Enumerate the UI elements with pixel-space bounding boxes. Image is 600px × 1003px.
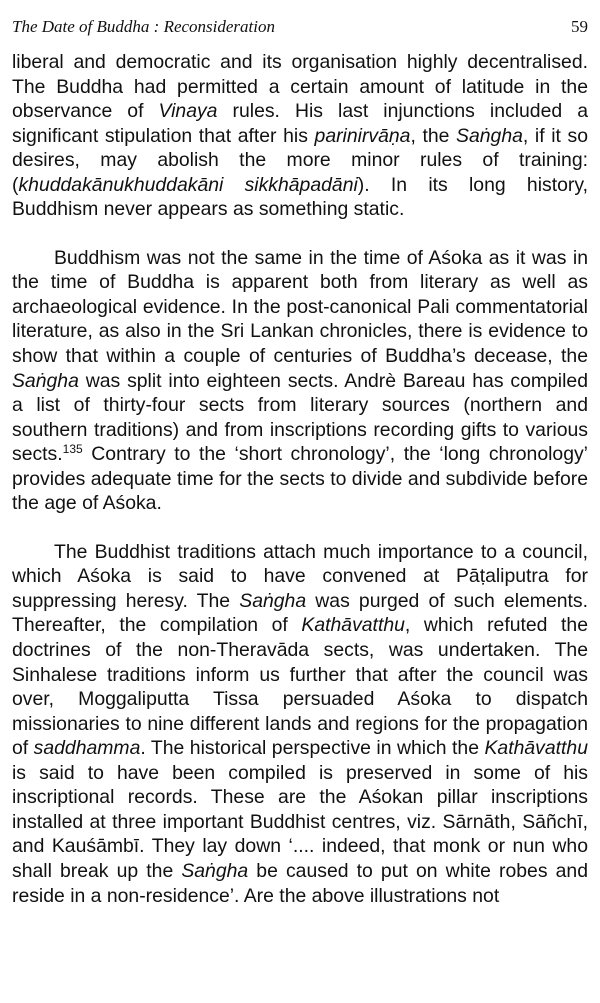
paragraph-3 <box>12 540 588 908</box>
paragraph-2 <box>12 246 588 516</box>
text-segment: The Buddhist traditions attach much importance to a council, which Aśoka is said to have convened at Pāṭaliputra for suppressing heresy. The <box>12 540 588 612</box>
text-segment: . The historical perspective in which the <box>140 737 485 760</box>
text-segment: liberal and democratic and its organisation highly decentralised. The Buddha had permitted a certain amount of latitude in the observance of <box>12 51 588 123</box>
text-segment: is said to have been compiled is preserved in some of his inscriptional records. These are the Aśokan pillar inscriptions installed at three important Buddhist centres, viz. Sārnāth, Sāñchī, and Kauśāmbī. They lay down ‘.... indeed, that monk or nun who shall break up the <box>12 761 588 882</box>
text-segment: was purged of such elements. Thereafter, the compilation of <box>12 589 588 637</box>
italic-term: Kathāvatthu <box>484 737 588 760</box>
running-header <box>12 14 588 40</box>
italic-term: saddhamma <box>33 737 141 760</box>
paragraph-1 <box>12 50 588 222</box>
running-title: The Date of Buddha : Reconsideration <box>12 17 275 36</box>
footnote-reference: 135 <box>62 442 83 457</box>
italic-term: Vinaya <box>158 100 218 123</box>
italic-term: Kathāvatthu <box>301 614 405 637</box>
body-text <box>12 50 588 908</box>
text-segment: Contrary to the ‘short chronology’, the ‘long chronology’ provides adequate time for the sects to divide and subdivide before the age of Aśoka. <box>12 443 588 515</box>
page-number: 59 <box>571 17 588 36</box>
text-segment: , if it so desires, may abolish the more minor rules of training: ( <box>12 124 588 196</box>
text-segment: , the <box>410 124 457 147</box>
italic-term: khuddakānukhuddakāni sikkhāpadāni <box>18 173 358 196</box>
italic-term: Saṅgha <box>12 369 79 392</box>
italic-term: Saṅgha <box>239 589 307 612</box>
italic-term: parinirvāṇa <box>314 124 411 147</box>
italic-term: Saṅgha <box>456 124 523 147</box>
text-segment: , which refuted the doctrines of the non-Theravāda sects, was undertaken. The Sinhalese traditions inform us further that after the council was over, Moggaliputta Tissa persuaded Aśoka to dispatch missionaries to nine different lands and regions for the propagation of <box>12 614 589 760</box>
text-segment: Buddhism was not the same in the time of Aśoka as it was in the time of Buddha is apparent both from literary as well as archaeological evidence. In the post-canonical Pali commentatorial literature, as also in the Sri Lankan chronicles, there is evidence to show that within a couple of centuries of Buddha’s decease, the <box>12 246 588 368</box>
italic-term: Saṅgha <box>181 859 249 882</box>
text-segment: rules. His last injunctions included a significant stipulation that after his <box>12 100 588 147</box>
text-segment: be caused to put on white robes and reside in a non-residence’. Are the above illustrations not <box>12 859 588 907</box>
text-segment: was split into eighteen sects. Andrè Bareau has compiled a list of thirty-four sects from literary sources (northern and southern traditions) and from inscriptions recording gifts to various sects. <box>12 369 588 466</box>
text-segment: ). In its long history, Buddhism never appears as something static. <box>12 173 588 221</box>
